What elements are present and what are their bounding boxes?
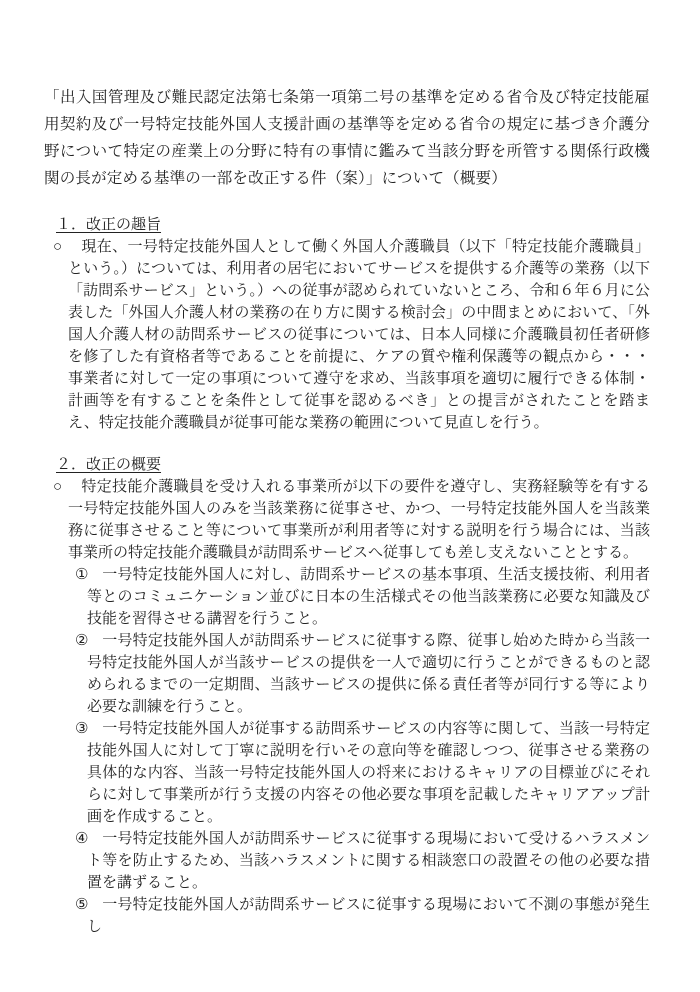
- list-item-5-text: 一号特定技能外国人が訪問系サービスに従事する現場において不測の事態が発生し: [87, 897, 650, 935]
- document-title: 「出入国管理及び難民認定法第七条第一項第二号の基準を定める省令及び特定技能雇用契約及び一号特定技能外国人支援計画の基準等を定める省令の規定に基づき介護分野について特定の産業上の分野に特有の事情に鑑みて当該分野を所管する関係行政機関の長が定める基準の一部を改正する件（案）」について（概要）: [44, 89, 650, 187]
- section-revision-purpose: [53, 214, 650, 434]
- circled-number-4: ④: [75, 831, 89, 847]
- section-revision-outline: [53, 454, 650, 938]
- list-item-3: [53, 718, 650, 828]
- list-item-1: [53, 564, 650, 630]
- section-1-heading: １．改正の趣旨: [56, 217, 162, 233]
- list-item-2: [53, 630, 650, 718]
- list-item-1-text: 一号特定技能外国人に対し、訪問系サービスの基本事項、生活支援技術、利用者等とのコミュニケーション並びに日本の生活様式その他当該業務に必要な知識及び技能を習得させる講習を行うこと。: [87, 567, 650, 627]
- section-1-paragraph: [53, 236, 650, 434]
- circled-number-5: ⑤: [75, 897, 89, 913]
- section-2-heading: ２．改正の概要: [56, 457, 162, 473]
- section-2-paragraph-text: 特定技能介護職員を受け入れる事業所が以下の要件を遵守し、実務経験等を有する一号特定技能外国人のみを当該業務に従事させ、かつ、一号特定技能外国人を当該業務に従事させること等について事業所が利用者等に対する説明を行う場合には、当該事業所の特定技能介護職員が訪問系サービスへ従事しても差し支えないこととする。: [68, 479, 650, 561]
- list-item-3-text: 一号特定技能外国人が従事する訪問系サービスの内容等に関して、当該一号特定技能外国人に対して丁寧に説明を行いその意向等を確認しつつ、従事させる業務の具体的な内容、当該一号特定技能外国人の将来におけるキャリアの目標並びにそれらに対して事業所が行う支援の内容その他必要な事項を記載したキャリアアップ計画を作成すること。: [87, 721, 650, 825]
- circle-bullet: ○: [53, 239, 63, 255]
- circled-number-2: ②: [75, 633, 89, 649]
- list-item-2-text: 一号特定技能外国人が訪問系サービスに従事する際、従事し始めた時から当該一号特定技能外国人が当該サービスの提供を一人で適切に行うことができるものと認められるまでの一定期間、当該サービスの提供に係る責任者等が同行する等により必要な訓練を行うこと。: [87, 633, 650, 715]
- circled-number-3: ③: [75, 721, 89, 737]
- section-1-paragraph-text: 現在、一号特定技能外国人として働く外国人介護職員（以下「特定技能介護職員」という。）については、利用者の居宅においてサービスを提供する介護等の業務（以下「訪問系サービス」という。）への従事が認められていないところ、令和６年６月に公表した「外国人介護人材の業務の在り方に関する検討会」の中間まとめにおいて、「外国人介護人材の訪問系サービスの従事については、日本人同様に介護職員初任者研修を修了した有資格者等であることを前提に、ケアの質や権利保護等の観点から・・・事業者に対して一定の事項について遵守を求め、当該事項を適切に履行できる体制・計画等を有することを条件として従事を認めるべき」との提言がされたことを踏まえ、特定技能介護職員が従事可能な業務の範囲について見直しを行う。: [68, 239, 650, 431]
- circle-bullet: ○: [53, 479, 63, 495]
- circled-number-1: ①: [75, 567, 89, 583]
- list-item-4-text: 一号特定技能外国人が訪問系サービスに従事する現場において受けるハラスメント等を防止するため、当該ハラスメントに関する相談窓口の設置その他の必要な措置を講ずること。: [87, 831, 650, 891]
- list-item-5: [53, 894, 650, 938]
- list-item-4: [53, 828, 650, 894]
- section-2-paragraph: [53, 476, 650, 564]
